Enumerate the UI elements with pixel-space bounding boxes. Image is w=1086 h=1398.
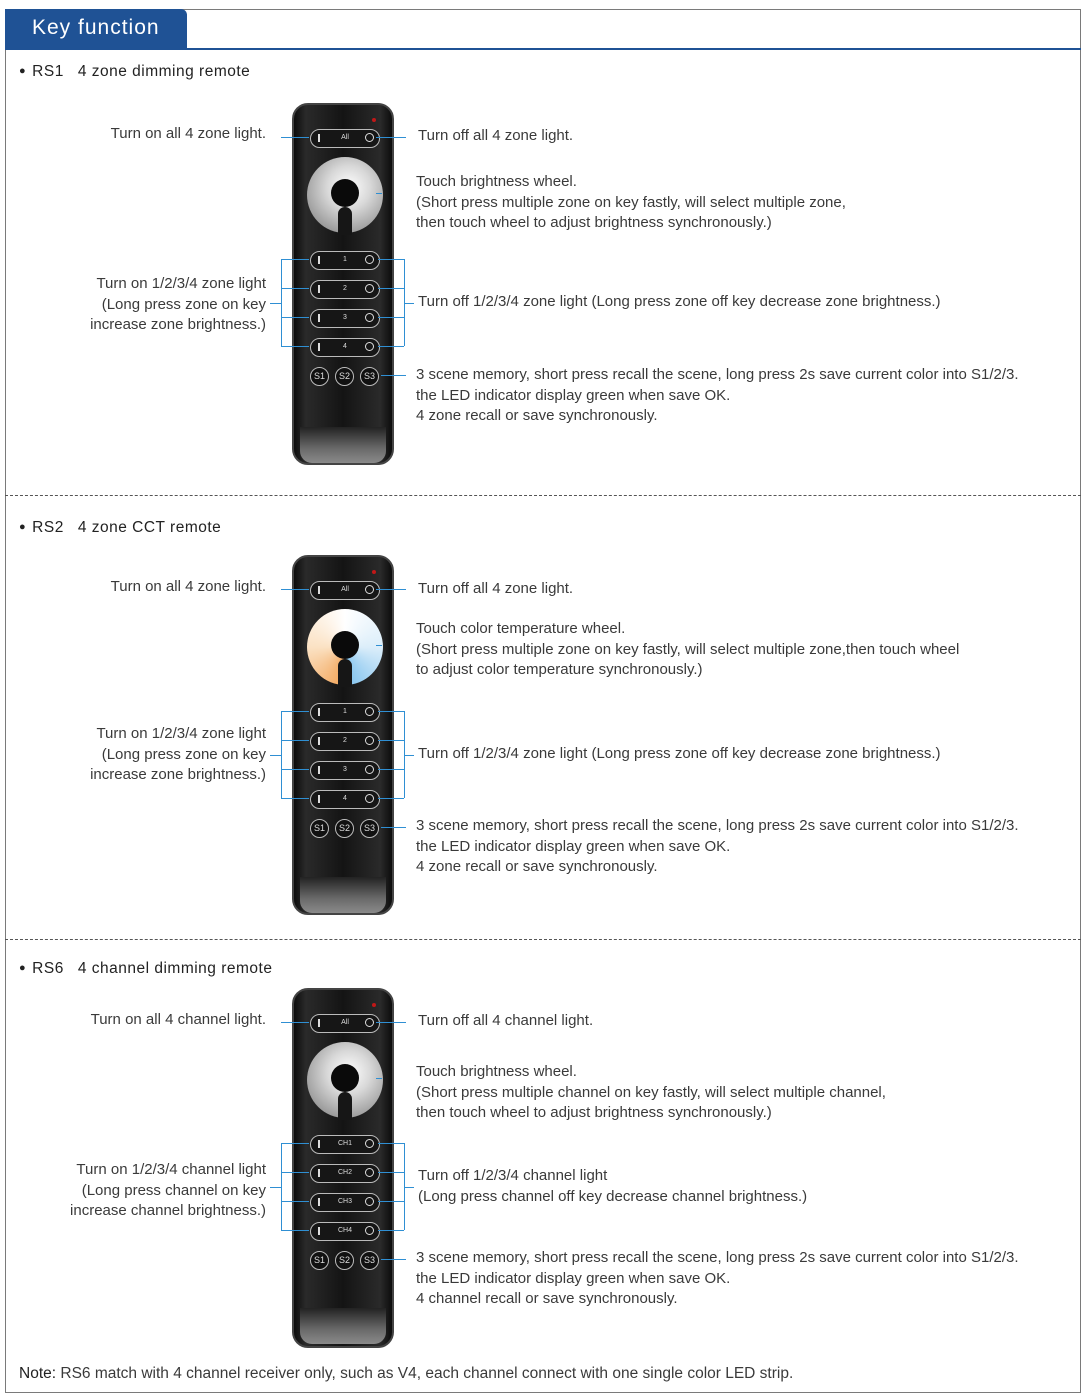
description-line: Turn off 1/2/3/4 channel light bbox=[418, 1167, 608, 1184]
on-icon bbox=[318, 1140, 320, 1148]
button-label: All bbox=[341, 586, 349, 593]
led-indicator-icon bbox=[372, 118, 376, 122]
connector-line bbox=[281, 346, 309, 347]
description-line: to adjust color temperature synchronously.) bbox=[416, 661, 703, 678]
connector-line bbox=[281, 1172, 309, 1173]
description-line: 4 zone recall or save synchronously. bbox=[416, 407, 658, 424]
connector-line bbox=[281, 259, 309, 260]
scene-button-2[interactable]: S2 bbox=[335, 367, 354, 386]
connector-line bbox=[376, 137, 406, 138]
zone-button-1[interactable] bbox=[310, 1135, 380, 1154]
section-divider bbox=[5, 495, 1081, 496]
off-icon bbox=[365, 313, 374, 322]
connector-line bbox=[281, 711, 309, 712]
zone-button-2[interactable] bbox=[310, 280, 380, 299]
wheel-description bbox=[416, 1062, 886, 1124]
remote-control bbox=[292, 103, 394, 465]
remote-bottom-band bbox=[300, 1308, 386, 1344]
wheel-notch bbox=[338, 207, 352, 235]
connector-line bbox=[376, 589, 406, 590]
scene-button-3[interactable]: S3 bbox=[360, 367, 379, 386]
description-line: (Short press multiple zone on key fastly, will select multiple zone, bbox=[416, 193, 846, 211]
connector-line bbox=[376, 1078, 382, 1079]
description-line: the LED indicator display green when save OK. bbox=[416, 1269, 731, 1287]
on-icon bbox=[318, 766, 320, 774]
remote-bottom-band bbox=[300, 427, 386, 463]
off-icon bbox=[365, 1168, 374, 1177]
connector-line bbox=[281, 1201, 309, 1202]
connector-line bbox=[270, 1187, 281, 1188]
zone-on-description bbox=[0, 724, 266, 786]
color-temperature-wheel[interactable] bbox=[307, 609, 383, 685]
scene-description bbox=[416, 365, 1019, 427]
connector-line bbox=[281, 259, 282, 346]
button-label: All bbox=[341, 1019, 349, 1026]
description-line: 3 scene memory, short press recall the scene, long press 2s save current color into S1/2/3. bbox=[416, 1249, 1019, 1266]
zone-button-2[interactable] bbox=[310, 1164, 380, 1183]
description-line: (Long press zone on key bbox=[101, 295, 266, 313]
off-icon bbox=[365, 342, 374, 351]
connector-line bbox=[378, 288, 404, 289]
description-line: the LED indicator display green when save OK. bbox=[416, 837, 731, 855]
zone-off-description bbox=[418, 744, 941, 765]
bullet-icon: ● bbox=[19, 521, 27, 533]
remote-control bbox=[292, 988, 394, 1348]
brightness-wheel[interactable] bbox=[307, 157, 383, 233]
connector-line bbox=[378, 317, 404, 318]
connector-line bbox=[378, 1230, 404, 1231]
zone-button-3[interactable] bbox=[310, 761, 380, 780]
brightness-wheel[interactable] bbox=[307, 1042, 383, 1118]
description-line: Touch brightness wheel. bbox=[416, 173, 577, 190]
description-line: Turn on 1/2/3/4 channel light bbox=[76, 1161, 266, 1178]
zone-button-4[interactable] bbox=[310, 338, 380, 357]
connector-line bbox=[381, 827, 406, 828]
remote-bottom-band bbox=[300, 877, 386, 913]
off-icon bbox=[365, 794, 374, 803]
section-code: RS1 bbox=[32, 63, 64, 80]
connector-line bbox=[281, 740, 309, 741]
scene-description bbox=[416, 1248, 1019, 1310]
section-divider bbox=[5, 939, 1081, 940]
note-label: Note: bbox=[19, 1365, 57, 1382]
connector-line bbox=[404, 303, 414, 304]
connector-line bbox=[378, 798, 404, 799]
button-label: 1 bbox=[343, 256, 347, 263]
bullet-icon: ● bbox=[19, 962, 27, 974]
led-indicator-icon bbox=[372, 570, 376, 574]
description-line: the LED indicator display green when save OK. bbox=[416, 386, 731, 404]
button-label: 3 bbox=[343, 766, 347, 773]
button-label: 4 bbox=[343, 795, 347, 802]
note-text: RS6 match with 4 channel receiver only, such as V4, each channel connect with one single color LED strip. bbox=[56, 1365, 794, 1382]
scene-description bbox=[416, 816, 1019, 878]
button-label: 2 bbox=[343, 285, 347, 292]
description-line: Touch brightness wheel. bbox=[416, 1063, 577, 1080]
description-line: Turn on 1/2/3/4 zone light bbox=[96, 275, 266, 292]
off-icon bbox=[365, 736, 374, 745]
connector-line bbox=[281, 1143, 309, 1144]
button-label: 4 bbox=[343, 343, 347, 350]
bullet-icon: ● bbox=[19, 65, 27, 77]
zone-on-description bbox=[0, 1160, 266, 1222]
on-icon bbox=[318, 708, 320, 716]
wheel-hub bbox=[331, 179, 359, 207]
off-icon bbox=[365, 1018, 374, 1027]
description-line: 4 zone recall or save synchronously. bbox=[416, 858, 658, 875]
description-line: Touch color temperature wheel. bbox=[416, 620, 626, 637]
connector-line bbox=[378, 346, 404, 347]
description-line: then touch wheel to adjust brightness synchronously.) bbox=[416, 214, 772, 231]
description-line: Turn on 1/2/3/4 zone light bbox=[96, 725, 266, 742]
description-line: Turn off 1/2/3/4 zone light (Long press zone off key decrease zone brightness.) bbox=[418, 745, 941, 762]
off-icon bbox=[365, 1139, 374, 1148]
all-on-off-button[interactable] bbox=[310, 1014, 380, 1033]
zone-button-4[interactable] bbox=[310, 1222, 380, 1241]
off-icon bbox=[365, 707, 374, 716]
section-title bbox=[19, 519, 221, 537]
zone-off-description bbox=[418, 1166, 807, 1207]
section-header: Key function bbox=[5, 9, 187, 49]
connector-line bbox=[281, 1230, 309, 1231]
on-icon bbox=[318, 1198, 320, 1206]
zone-button-3[interactable] bbox=[310, 1193, 380, 1212]
description-line: 3 scene memory, short press recall the scene, long press 2s save current color into S1/2/3. bbox=[416, 817, 1019, 834]
button-label: CH3 bbox=[337, 1198, 352, 1205]
connector-line bbox=[281, 317, 309, 318]
connector-line bbox=[376, 645, 382, 646]
zone-button-1[interactable] bbox=[310, 703, 380, 722]
off-icon bbox=[365, 1226, 374, 1235]
all-on-description: Turn on all 4 zone light. bbox=[110, 578, 266, 595]
connector-line bbox=[378, 259, 404, 260]
connector-line bbox=[281, 769, 309, 770]
section-name: 4 zone dimming remote bbox=[77, 63, 251, 80]
button-label: CH2 bbox=[337, 1169, 352, 1176]
connector-line bbox=[281, 589, 309, 590]
all-on-off-button[interactable] bbox=[310, 129, 380, 148]
connector-line bbox=[378, 769, 404, 770]
all-off-description: Turn off all 4 zone light. bbox=[418, 127, 574, 144]
button-label: 3 bbox=[343, 314, 347, 321]
wheel-description bbox=[416, 172, 846, 234]
connector-line bbox=[404, 755, 414, 756]
description-line: (Long press channel off key decrease channel brightness.) bbox=[418, 1187, 808, 1205]
section-code: RS2 bbox=[32, 519, 64, 536]
wheel-description bbox=[416, 619, 959, 681]
scene-button-3[interactable]: S3 bbox=[360, 819, 379, 838]
on-icon bbox=[318, 314, 320, 322]
connector-line bbox=[270, 303, 281, 304]
section-name: 4 channel dimming remote bbox=[77, 960, 273, 977]
connector-line bbox=[376, 1022, 406, 1023]
wheel-notch bbox=[338, 659, 352, 687]
connector-line bbox=[281, 137, 309, 138]
zone-button-4[interactable] bbox=[310, 790, 380, 809]
all-off-description: Turn off all 4 zone light. bbox=[418, 580, 574, 597]
description-line: increase zone brightness.) bbox=[90, 766, 266, 783]
connector-line bbox=[281, 1143, 282, 1230]
scene-button-1[interactable]: S1 bbox=[310, 819, 329, 838]
on-icon bbox=[318, 737, 320, 745]
on-icon bbox=[318, 343, 320, 351]
section-title bbox=[19, 960, 272, 978]
header-rule bbox=[5, 48, 1081, 50]
on-icon bbox=[318, 1169, 320, 1177]
description-line: (Long press channel on key bbox=[81, 1181, 266, 1199]
description-line: increase zone brightness.) bbox=[90, 316, 266, 333]
description-line: (Short press multiple channel on key fastly, will select multiple channel, bbox=[416, 1083, 886, 1101]
scene-button-2[interactable]: S2 bbox=[335, 1251, 354, 1270]
on-icon bbox=[318, 285, 320, 293]
connector-line bbox=[378, 711, 404, 712]
description-line: (Short press multiple zone on key fastly, will select multiple zone,then touch wheel bbox=[416, 640, 960, 658]
description-line: 4 channel recall or save synchronously. bbox=[416, 1290, 678, 1307]
zone-button-3[interactable] bbox=[310, 309, 380, 328]
connector-line bbox=[281, 1022, 309, 1023]
zone-on-description bbox=[0, 274, 266, 336]
wheel-hub bbox=[331, 1064, 359, 1092]
off-icon bbox=[365, 765, 374, 774]
off-icon bbox=[365, 585, 374, 594]
connector-line bbox=[378, 740, 404, 741]
connector-line bbox=[281, 711, 282, 798]
wheel-hub bbox=[331, 631, 359, 659]
button-label: CH1 bbox=[337, 1140, 352, 1147]
scene-button-1[interactable]: S1 bbox=[310, 1251, 329, 1270]
on-icon bbox=[318, 795, 320, 803]
section-name: 4 zone CCT remote bbox=[77, 519, 222, 536]
on-icon bbox=[318, 1227, 320, 1235]
zone-button-1[interactable] bbox=[310, 251, 380, 270]
description-line: 3 scene memory, short press recall the scene, long press 2s save current color into S1/2/3. bbox=[416, 366, 1019, 383]
off-icon bbox=[365, 133, 374, 142]
all-on-description: Turn on all 4 channel light. bbox=[90, 1011, 266, 1028]
on-icon bbox=[318, 1019, 320, 1027]
on-icon bbox=[318, 134, 320, 142]
scene-button-2[interactable]: S2 bbox=[335, 819, 354, 838]
all-off-description: Turn off all 4 channel light. bbox=[418, 1012, 594, 1029]
button-label: All bbox=[341, 134, 349, 141]
scene-button-1[interactable]: S1 bbox=[310, 367, 329, 386]
off-icon bbox=[365, 255, 374, 264]
button-label: CH4 bbox=[337, 1227, 352, 1234]
section-title bbox=[19, 63, 250, 81]
scene-button-3[interactable]: S3 bbox=[360, 1251, 379, 1270]
connector-line bbox=[376, 193, 382, 194]
all-on-off-button[interactable] bbox=[310, 581, 380, 600]
section-code: RS6 bbox=[32, 960, 64, 977]
description-line: increase channel brightness.) bbox=[70, 1202, 266, 1219]
connector-line bbox=[381, 1259, 406, 1260]
button-label: 1 bbox=[343, 708, 347, 715]
description-line: then touch wheel to adjust brightness synchronously.) bbox=[416, 1104, 772, 1121]
note bbox=[19, 1364, 793, 1385]
connector-line bbox=[381, 375, 406, 376]
button-label: 2 bbox=[343, 737, 347, 744]
description-line: Turn off 1/2/3/4 zone light (Long press zone off key decrease zone brightness.) bbox=[418, 293, 941, 310]
connector-line bbox=[404, 1187, 414, 1188]
connector-line bbox=[378, 1172, 404, 1173]
on-icon bbox=[318, 586, 320, 594]
wheel-notch bbox=[338, 1092, 352, 1120]
connector-line bbox=[378, 1143, 404, 1144]
connector-line bbox=[281, 288, 309, 289]
connector-line bbox=[270, 755, 281, 756]
zone-button-2[interactable] bbox=[310, 732, 380, 751]
zone-off-description bbox=[418, 292, 941, 313]
off-icon bbox=[365, 284, 374, 293]
connector-line bbox=[281, 798, 309, 799]
off-icon bbox=[365, 1197, 374, 1206]
all-on-description: Turn on all 4 zone light. bbox=[110, 125, 266, 142]
connector-line bbox=[378, 1201, 404, 1202]
on-icon bbox=[318, 256, 320, 264]
description-line: (Long press zone on key bbox=[101, 745, 266, 763]
remote-control bbox=[292, 555, 394, 915]
led-indicator-icon bbox=[372, 1003, 376, 1007]
